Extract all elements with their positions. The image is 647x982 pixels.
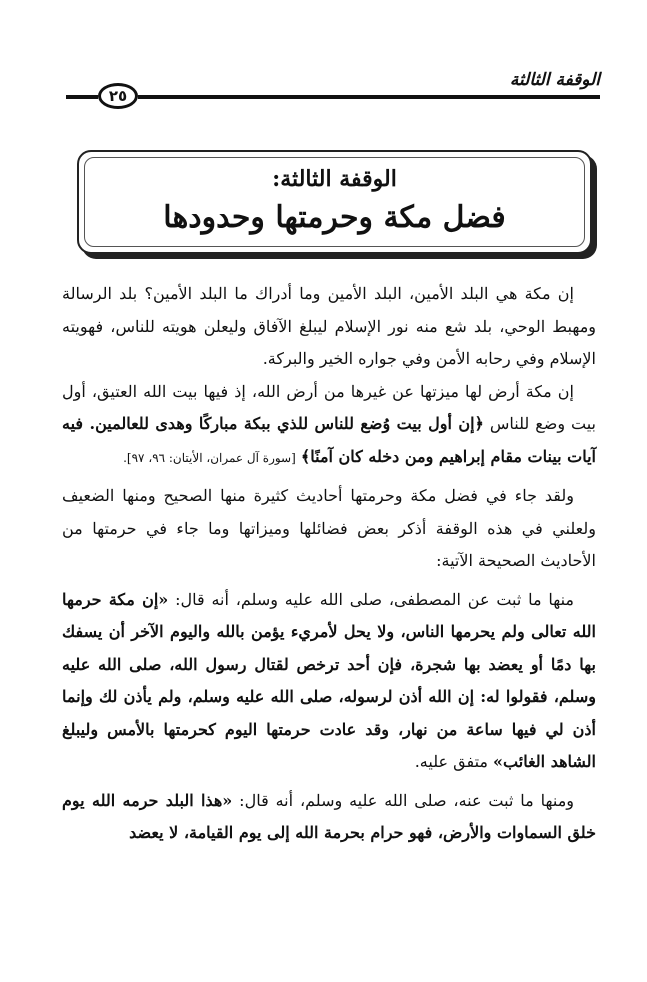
paragraph-hadith-intro: ولقد جاء في فضل مكة وحرمتها أحاديث كثيرة منها الصحيح ومنها الضعيف ولعلني في هذه الوقفة أذكر بعض فضائلها وميزاتها وما جاء في حرمتها من الأحاديث الصحيحة الآتية: xyxy=(62,486,596,570)
paragraph-text: منها ما ثبت عن المصطفى، صلى الله عليه وسلم، أنه قال: xyxy=(168,589,575,609)
chapter-title-box xyxy=(77,150,592,254)
chapter-label: الوقفة الثالثة: xyxy=(272,166,397,192)
header-rule xyxy=(138,95,600,99)
hadith-source: متفق عليه. xyxy=(414,752,494,771)
header-rule-left xyxy=(66,95,98,99)
page-number: ٢٥ xyxy=(98,83,138,109)
body-text xyxy=(62,278,596,850)
paragraph-intro: إن مكة هي البلد الأمين، البلد الأمين وما أدراك ما البلد الأمين؟ بلد الرسالة ومهبط الوحي، بلد شع منه نور الإسلام ليبلغ الآفاق وليعلن هويته للناس، فهويته الإسلام وفي رحابه الأمن وفي جواره الخير والبركة. xyxy=(62,284,596,368)
paragraph-hadith-2 xyxy=(62,785,596,850)
hadith-text: «هذا البلد حرمه الله يوم خلق السماوات والأرض، فهو حرام بحرمة الله إلى يوم القيامة، لا يعضد xyxy=(62,790,596,842)
chapter-title: فضل مكة وحرمتها وحدودها xyxy=(163,200,506,235)
page-header xyxy=(62,68,600,108)
running-title: الوقفة الثالثة xyxy=(509,70,600,90)
hadith-text: «إن مكة حرمها الله تعالى ولم يحرمها الناس، ولا يحل لأمريء يؤمن بالله واليوم الآخر أن يسفك بها دمًا أو يعضد بها شجرة، فإن أحد ترخص لقتال رسول الله، صلى الله عليه وسلم، فقولوا له: إن الله أذن لرسوله، صلى الله عليه وسلم، ولم يأذن لك وإنما أذن لي فيها ساعة من نهار، وقد عادت حرمتها اليوم كحرمتها بالأمس وليبلغ الشاهد الغائب» xyxy=(62,589,597,771)
quran-verse: ﴿إن أول بيت وُضع للناس للذي ببكة مباركًا وهدى للعالمين. فيه آيات بينات مقام إبراهيم ومن دخله كان آمنًا﴾ xyxy=(62,414,596,466)
paragraph-makkah-land xyxy=(62,376,596,475)
paragraph-text: ومنها ما ثبت عنه، صلى الله عليه وسلم، أنه قال: xyxy=(232,790,574,810)
paragraph-hadith-1 xyxy=(62,584,596,779)
verse-reference: [سورة آل عمران، الأيتان: ٩٦، ٩٧]. xyxy=(123,450,296,465)
paragraph-text: إن مكة أرض لها ميزتها عن غيرها من أرض الله، إذ فيها بيت الله العتيق، أول بيت وضع للناس xyxy=(62,381,597,433)
